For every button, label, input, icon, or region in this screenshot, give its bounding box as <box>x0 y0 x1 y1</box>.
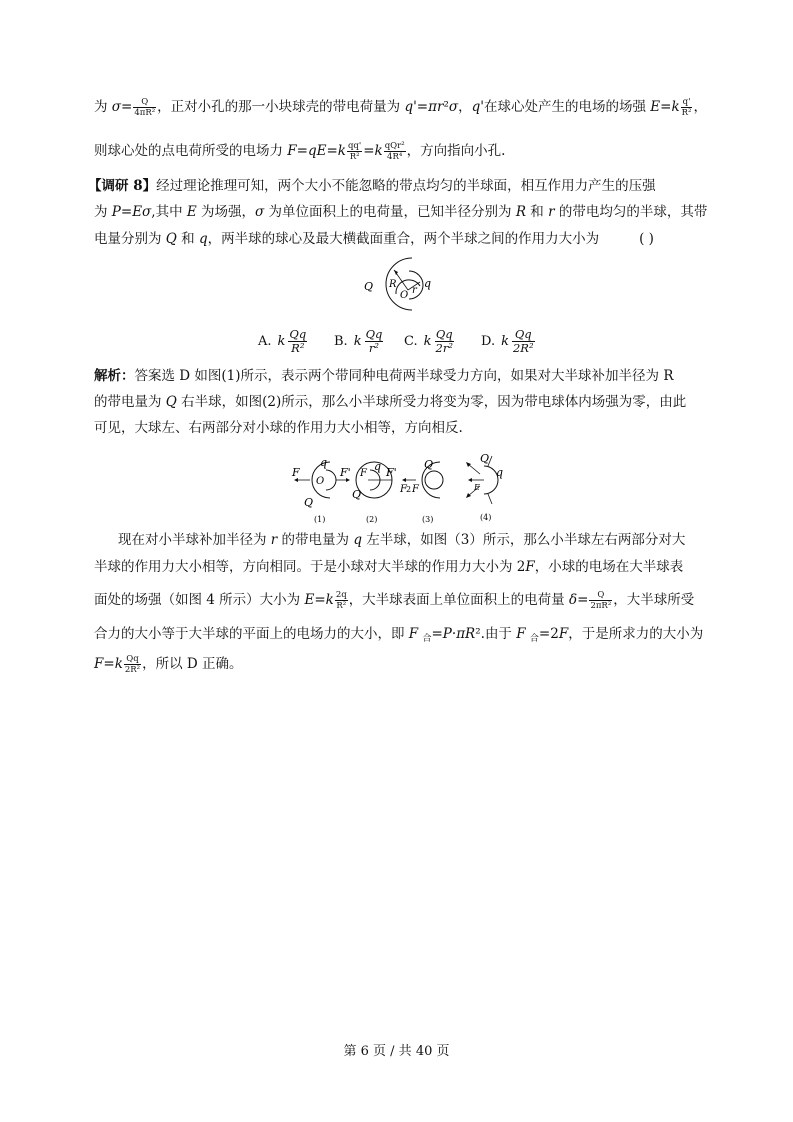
text-line-4: 为 P=Eσ,其中 E 为场强，σ 为单位面积上的电荷量，已知半径分别为 R 和 r 的带电均匀的半球，其带 <box>94 204 708 220</box>
text-line-8: 可见，大球左、右两部分对小球的作用力大小相等，方向相反. <box>94 420 463 436</box>
text-line-7: 的带电量为 Q 右半球，如图(2)所示，那么小半球所受力将变为零，因为带电球体内场强为零，由此 <box>94 394 687 410</box>
text-line-9: 现在对小半球补加半径为 r 的带电量为 q 左半球，如图（3）所示，那么小半球左右两部分对大 <box>118 532 686 548</box>
svg-text:F: F <box>412 484 419 495</box>
option-d[interactable]: D. k $\frac{Qq}{\text{2R²}}$ <box>481 327 534 355</box>
fig1-label-Q: Q <box>364 280 374 293</box>
text-line-5: 电量分别为 Q 和 q，两半球的球心及最大横截面重合，两个半球之间的作用力大小为 ( ) <box>94 231 654 247</box>
text-line-10: 半球的作用力大小相等，方向相同。于是小球对大半球的作用力大小为 2F，小球的电场在大半球表 <box>94 559 684 575</box>
svg-text:Q: Q <box>424 458 434 471</box>
text-line-3: 【调研 8】经过理论推理可知，两个大小不能忽略的带点均匀的半球面，相互作用力产生的压强 <box>88 178 656 194</box>
text-line-6: 解析：答案选 D 如图(1)所示，表示两个带同种电荷两半球受力方向，如果对大半球补加半径为 R <box>94 368 674 384</box>
svg-text:Q: Q <box>352 488 362 501</box>
svg-text:q: q <box>374 460 382 473</box>
svg-text:q: q <box>320 456 328 469</box>
text-line-2: 则球心处的点电荷所受的电场力 F=qE=k $\frac{qq'}{\text{R²}}$ =k $\frac{\text{qQr²}}{\text{4R⁴}}$ ，方向指向小孔. <box>94 141 506 162</box>
fig1-label-q: q <box>424 277 432 290</box>
text-line-1: 为 σ= $\frac{Q}{\text{4πR²}}$ ，正对小孔的那一小块球壳的带电荷量为 q'=πr²σ，q'在球心处产生的电场的场强 E=k $\frac{q'}{\text{R²}}$ ， <box>94 97 707 118</box>
svg-text:2: 2 <box>406 485 412 494</box>
svg-text:q: q <box>496 466 504 479</box>
caption-4: (4) <box>480 513 492 522</box>
option-a[interactable]: A. k $\frac{Qq}{\text{R²}}$ <box>258 327 307 355</box>
hemisphere-figure <box>360 250 450 320</box>
caption-2: (2) <box>366 515 378 524</box>
force-diagrams-figure <box>284 452 514 524</box>
option-b[interactable]: B. k $\frac{Qq}{\text{r²}}$ <box>334 327 383 355</box>
svg-text:Q: Q <box>304 496 314 509</box>
svg-text:E: E <box>474 483 480 492</box>
svg-text:F: F <box>292 466 300 479</box>
option-c[interactable]: C. k $\frac{Qq}{\text{2r²}}$ <box>404 327 453 355</box>
svg-text:F': F' <box>340 466 351 479</box>
fig1-label-R: R <box>389 279 397 290</box>
svg-text:O: O <box>316 476 325 487</box>
caption-3: (3) <box>422 515 434 524</box>
page-number: 第 6 页 / 共 40 页 <box>343 1044 450 1059</box>
fig1-label-r: r <box>412 285 417 296</box>
fig1-label-O: O <box>400 290 409 301</box>
svg-text:F': F' <box>386 466 397 479</box>
answer-options <box>0 324 793 360</box>
text-line-12: 合力的大小等于大半球的平面上的电场力的大小，即 F $_合$=P·πR².由于 F $_合$=2F，于是所求力的大小为 <box>94 626 704 644</box>
text-line-13: F=k $\frac{Qq}{\text{2R²}}$ ，所以 D 正确。 <box>94 654 243 675</box>
text-line-11: 面处的场强（如图 4 所示）大小为 E=k $\frac{2q}{\text{R²}}$ ，大半球表面上单位面积上的电荷量 δ= $\frac{Q}{\text{2πR²}}$ ，大半球所受 <box>94 590 695 611</box>
svg-text:Q: Q <box>480 452 490 465</box>
svg-text:F: F <box>360 468 367 479</box>
caption-1: (1) <box>314 515 326 524</box>
svg-text:F: F <box>400 484 407 495</box>
